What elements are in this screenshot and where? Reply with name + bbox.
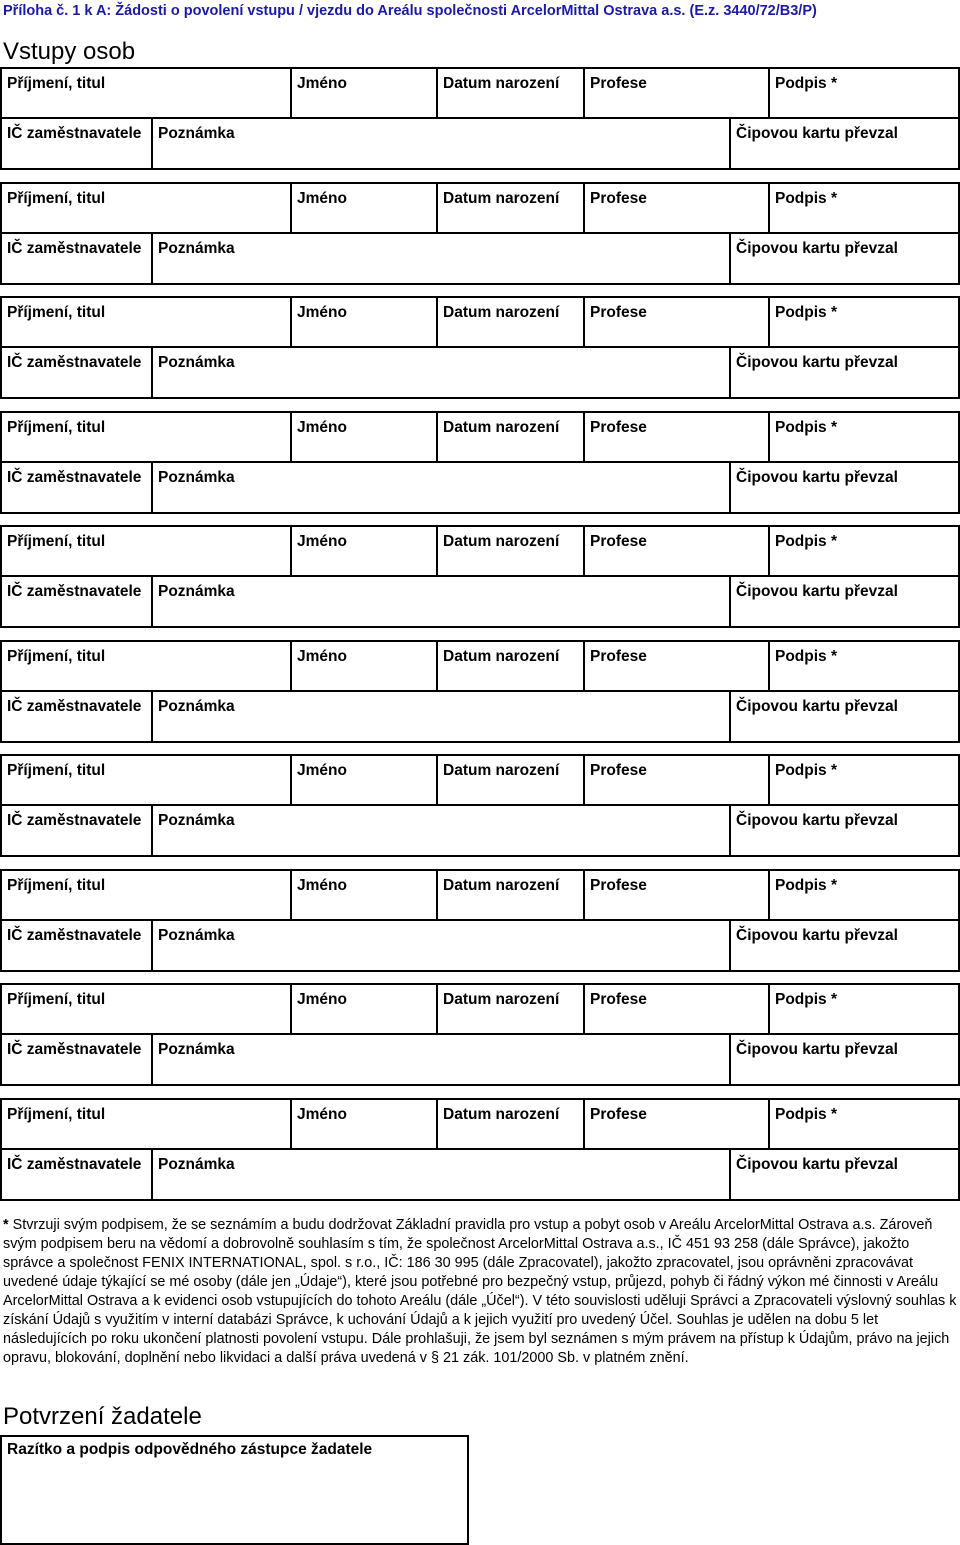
field-surname[interactable] (0, 640, 292, 692)
stamp-signature-box[interactable] (0, 1435, 469, 1545)
field-name-label: Jméno (297, 876, 347, 894)
person-entry-block (0, 67, 960, 170)
field-note-label: Poznámka (158, 468, 235, 486)
field-note[interactable] (151, 461, 731, 514)
field-profession-label: Profese (590, 533, 647, 550)
field-name-label: Jméno (297, 75, 347, 92)
field-note-label: Poznámka (158, 1041, 235, 1058)
field-name-label: Jméno (297, 418, 347, 436)
field-surname[interactable] (0, 182, 292, 234)
field-profession[interactable] (583, 983, 770, 1035)
field-signature-label: Podpis * (775, 304, 838, 321)
field-profession[interactable] (583, 525, 770, 577)
field-profession-label: Profese (590, 991, 647, 1008)
person-entry-block (0, 754, 960, 857)
field-profession[interactable] (583, 67, 770, 119)
field-name-label: Jméno (297, 991, 347, 1008)
field-profession[interactable] (583, 869, 770, 921)
field-surname[interactable] (0, 67, 292, 119)
field-signature-label: Podpis * (775, 991, 838, 1008)
field-surname-label: Příjmení, titul (7, 876, 106, 894)
field-date-of-birth-label: Datum narození (443, 991, 560, 1008)
field-name-label: Jméno (297, 1105, 347, 1123)
field-chip-card-received[interactable] (729, 232, 960, 285)
field-surname[interactable] (0, 983, 292, 1035)
field-surname-label: Příjmení, titul (7, 418, 106, 436)
field-signature[interactable] (768, 67, 960, 119)
field-signature-label: Podpis * (775, 75, 838, 92)
field-signature[interactable] (768, 869, 960, 921)
field-chip-card-received-label: Čipovou kartu převzal (736, 583, 898, 600)
field-note[interactable] (151, 346, 731, 399)
person-entry-block (0, 411, 960, 514)
field-profession-label: Profese (590, 189, 647, 207)
document-header: Příloha č. 1 k A: Žádosti o povolení vstupu / vjezdu do Areálu společnosti ArcelorMittal Ostrava a.s. (E.z. 3440/72/B3/P) (3, 3, 817, 19)
field-profession[interactable] (583, 296, 770, 348)
field-chip-card-received[interactable] (729, 1033, 960, 1086)
field-employer-id[interactable] (0, 461, 153, 514)
field-employer-id[interactable] (0, 575, 153, 628)
field-employer-id-label: IČ zaměstnavatele (7, 1155, 142, 1173)
field-signature[interactable] (768, 525, 960, 577)
field-profession[interactable] (583, 754, 770, 806)
field-surname[interactable] (0, 869, 292, 921)
field-surname[interactable] (0, 296, 292, 348)
field-date-of-birth-label: Datum narození (443, 876, 560, 894)
field-name[interactable] (290, 869, 438, 921)
field-chip-card-received[interactable] (729, 117, 960, 170)
field-employer-id-label: IČ zaměstnavatele (7, 583, 142, 600)
field-employer-id[interactable] (0, 690, 153, 743)
field-profession[interactable] (583, 182, 770, 234)
field-chip-card-received-label: Čipovou kartu převzal (736, 239, 898, 257)
field-note[interactable] (151, 690, 731, 743)
field-note[interactable] (151, 919, 731, 972)
field-date-of-birth[interactable] (436, 983, 585, 1035)
field-date-of-birth-label: Datum narození (443, 75, 560, 92)
stamp-signature-label: Razítko a podpis odpovědného zástupce žadatele (7, 1441, 373, 1458)
field-date-of-birth[interactable] (436, 67, 585, 119)
field-profession-label: Profese (590, 876, 647, 894)
field-note-label: Poznámka (158, 354, 235, 371)
field-chip-card-received[interactable] (729, 919, 960, 972)
field-note[interactable] (151, 1148, 731, 1201)
field-profession[interactable] (583, 411, 770, 463)
consent-statement (3, 1216, 957, 1368)
field-signature[interactable] (768, 182, 960, 234)
field-employer-id[interactable] (0, 1148, 153, 1201)
field-date-of-birth-label: Datum narození (443, 647, 560, 665)
field-signature-label: Podpis * (775, 762, 838, 779)
field-signature[interactable] (768, 1098, 960, 1150)
field-chip-card-received[interactable] (729, 804, 960, 857)
field-date-of-birth-label: Datum narození (443, 304, 560, 321)
field-employer-id-label: IČ zaměstnavatele (7, 468, 142, 486)
field-profession[interactable] (583, 1098, 770, 1150)
person-entries-list (0, 67, 960, 1212)
field-date-of-birth-label: Datum narození (443, 1105, 560, 1123)
field-employer-id-label: IČ zaměstnavatele (7, 239, 142, 257)
field-note-label: Poznámka (158, 1155, 235, 1173)
field-date-of-birth[interactable] (436, 640, 585, 692)
field-employer-id[interactable] (0, 346, 153, 399)
field-employer-id-label: IČ zaměstnavatele (7, 1041, 142, 1058)
field-surname-label: Příjmení, titul (7, 1105, 106, 1123)
field-note[interactable] (151, 117, 731, 170)
person-entry-block (0, 1098, 960, 1201)
field-date-of-birth-label: Datum narození (443, 418, 560, 436)
field-date-of-birth[interactable] (436, 411, 585, 463)
field-profession[interactable] (583, 640, 770, 692)
field-employer-id[interactable] (0, 117, 153, 170)
field-surname-label: Příjmení, titul (7, 304, 106, 321)
field-signature[interactable] (768, 640, 960, 692)
field-employer-id[interactable] (0, 232, 153, 285)
field-signature-label: Podpis * (775, 876, 838, 894)
field-date-of-birth[interactable] (436, 182, 585, 234)
field-signature-label: Podpis * (775, 189, 838, 207)
field-chip-card-received[interactable] (729, 461, 960, 514)
field-date-of-birth-label: Datum narození (443, 533, 560, 550)
field-profession-label: Profese (590, 418, 647, 436)
field-note[interactable] (151, 232, 731, 285)
field-employer-id[interactable] (0, 804, 153, 857)
person-entry-block (0, 869, 960, 972)
field-name[interactable] (290, 296, 438, 348)
field-chip-card-received[interactable] (729, 690, 960, 743)
field-note-label: Poznámka (158, 125, 235, 142)
field-employer-id[interactable] (0, 919, 153, 972)
section-title-applicant-confirmation: Potvrzení žadatele (3, 1403, 202, 1430)
field-surname[interactable] (0, 525, 292, 577)
person-entry-block (0, 525, 960, 628)
field-chip-card-received-label: Čipovou kartu převzal (736, 1041, 898, 1058)
field-surname-label: Příjmení, titul (7, 533, 106, 550)
field-chip-card-received-label: Čipovou kartu převzal (736, 125, 898, 142)
field-chip-card-received-label: Čipovou kartu převzal (736, 926, 898, 944)
field-name[interactable] (290, 640, 438, 692)
field-surname-label: Příjmení, titul (7, 991, 106, 1008)
field-name[interactable] (290, 182, 438, 234)
field-name-label: Jméno (297, 647, 347, 665)
field-note[interactable] (151, 575, 731, 628)
field-name[interactable] (290, 67, 438, 119)
person-entry-block (0, 640, 960, 743)
field-chip-card-received-label: Čipovou kartu převzal (736, 468, 898, 486)
consent-asterisk: * (3, 1217, 9, 1233)
field-surname-label: Příjmení, titul (7, 647, 106, 665)
field-note-label: Poznámka (158, 583, 235, 600)
field-employer-id-label: IČ zaměstnavatele (7, 926, 142, 944)
field-chip-card-received[interactable] (729, 1148, 960, 1201)
field-name-label: Jméno (297, 304, 347, 321)
field-signature[interactable] (768, 411, 960, 463)
field-profession-label: Profese (590, 75, 647, 92)
field-date-of-birth-label: Datum narození (443, 762, 560, 779)
field-surname[interactable] (0, 1098, 292, 1150)
field-date-of-birth[interactable] (436, 1098, 585, 1150)
field-date-of-birth[interactable] (436, 754, 585, 806)
field-surname-label: Příjmení, titul (7, 75, 106, 92)
field-date-of-birth[interactable] (436, 869, 585, 921)
field-profession-label: Profese (590, 304, 647, 321)
field-note[interactable] (151, 804, 731, 857)
field-employer-id-label: IČ zaměstnavatele (7, 697, 142, 715)
person-entry-block (0, 296, 960, 399)
field-employer-id-label: IČ zaměstnavatele (7, 125, 142, 142)
field-date-of-birth[interactable] (436, 296, 585, 348)
field-name[interactable] (290, 525, 438, 577)
field-name[interactable] (290, 1098, 438, 1150)
field-signature-label: Podpis * (775, 418, 838, 436)
field-chip-card-received-label: Čipovou kartu převzal (736, 697, 898, 715)
field-signature[interactable] (768, 754, 960, 806)
field-profession-label: Profese (590, 647, 647, 665)
field-name[interactable] (290, 983, 438, 1035)
field-note-label: Poznámka (158, 812, 235, 829)
field-chip-card-received-label: Čipovou kartu převzal (736, 354, 898, 371)
section-title-person-entries: Vstupy osob (3, 38, 136, 65)
field-date-of-birth[interactable] (436, 525, 585, 577)
person-entry-block (0, 182, 960, 285)
field-note[interactable] (151, 1033, 731, 1086)
field-signature-label: Podpis * (775, 533, 838, 550)
field-name-label: Jméno (297, 533, 347, 550)
field-name-label: Jméno (297, 189, 347, 207)
field-signature[interactable] (768, 983, 960, 1035)
field-chip-card-received[interactable] (729, 346, 960, 399)
field-note-label: Poznámka (158, 926, 235, 944)
field-signature-label: Podpis * (775, 647, 838, 665)
field-employer-id[interactable] (0, 1033, 153, 1086)
field-surname[interactable] (0, 411, 292, 463)
field-chip-card-received-label: Čipovou kartu převzal (736, 1155, 898, 1173)
field-employer-id-label: IČ zaměstnavatele (7, 812, 142, 829)
field-name-label: Jméno (297, 762, 347, 779)
field-signature[interactable] (768, 296, 960, 348)
field-name[interactable] (290, 411, 438, 463)
field-note-label: Poznámka (158, 239, 235, 257)
person-entry-block (0, 983, 960, 1086)
field-name[interactable] (290, 754, 438, 806)
field-signature-label: Podpis * (775, 1105, 838, 1123)
field-date-of-birth-label: Datum narození (443, 189, 560, 207)
field-profession-label: Profese (590, 762, 647, 779)
consent-text: Stvrzuji svým podpisem, že se seznámím a budu dodržovat Základní pravidla pro vstup a pobyt osob v Areálu ArcelorMittal Ostrava a.s. Zároveň svým podpisem beru na vědomí a dobrovolně souhlasím s tím, že společnost ArcelorMittal Ostrava a.s., IČ 451 93 258 (dále Správce), jakožto správce a společnost FENIX INTERNATIONAL, spol. s r.o., IČ: 186 30 995 (dále Zpracovatel), jakožto zpracovatel, jsou oprávněni zpracovávat uvedené údaje týkající se mé osoby (dále jen „Údaje“), které jsou potřebné pro bezpečný vstup, průjezd, pohyb či řádný výkon mé činnosti v Areálu ArcelorMittal Ostrava a k evidenci osob vstupujících do tohoto Areálu (dále „Účel“). V této souvislosti uděluji Správci a Zpracovateli výslovný souhlas k získání Údajů s využitím v interní databázi Správce, k uchování Údajů a k jejich využití pro uvedený Účel. Souhlas je udělen na dobu 5 let následujících po roku ukončení platnosti povolení vstupu. Dále prohlašuji, že jsem byl seznámen s mým právem na přístup k Údajům, právo na jejich opravu, blokování, doplnění nebo likvidaci a další práva uvedená v § 21 zák. 101/2000 Sb. v platném znění. (3, 1217, 957, 1366)
field-note-label: Poznámka (158, 697, 235, 715)
field-profession-label: Profese (590, 1105, 647, 1123)
field-employer-id-label: IČ zaměstnavatele (7, 354, 142, 371)
field-surname-label: Příjmení, titul (7, 762, 106, 779)
field-chip-card-received-label: Čipovou kartu převzal (736, 812, 898, 829)
field-surname[interactable] (0, 754, 292, 806)
field-chip-card-received[interactable] (729, 575, 960, 628)
field-surname-label: Příjmení, titul (7, 189, 106, 207)
